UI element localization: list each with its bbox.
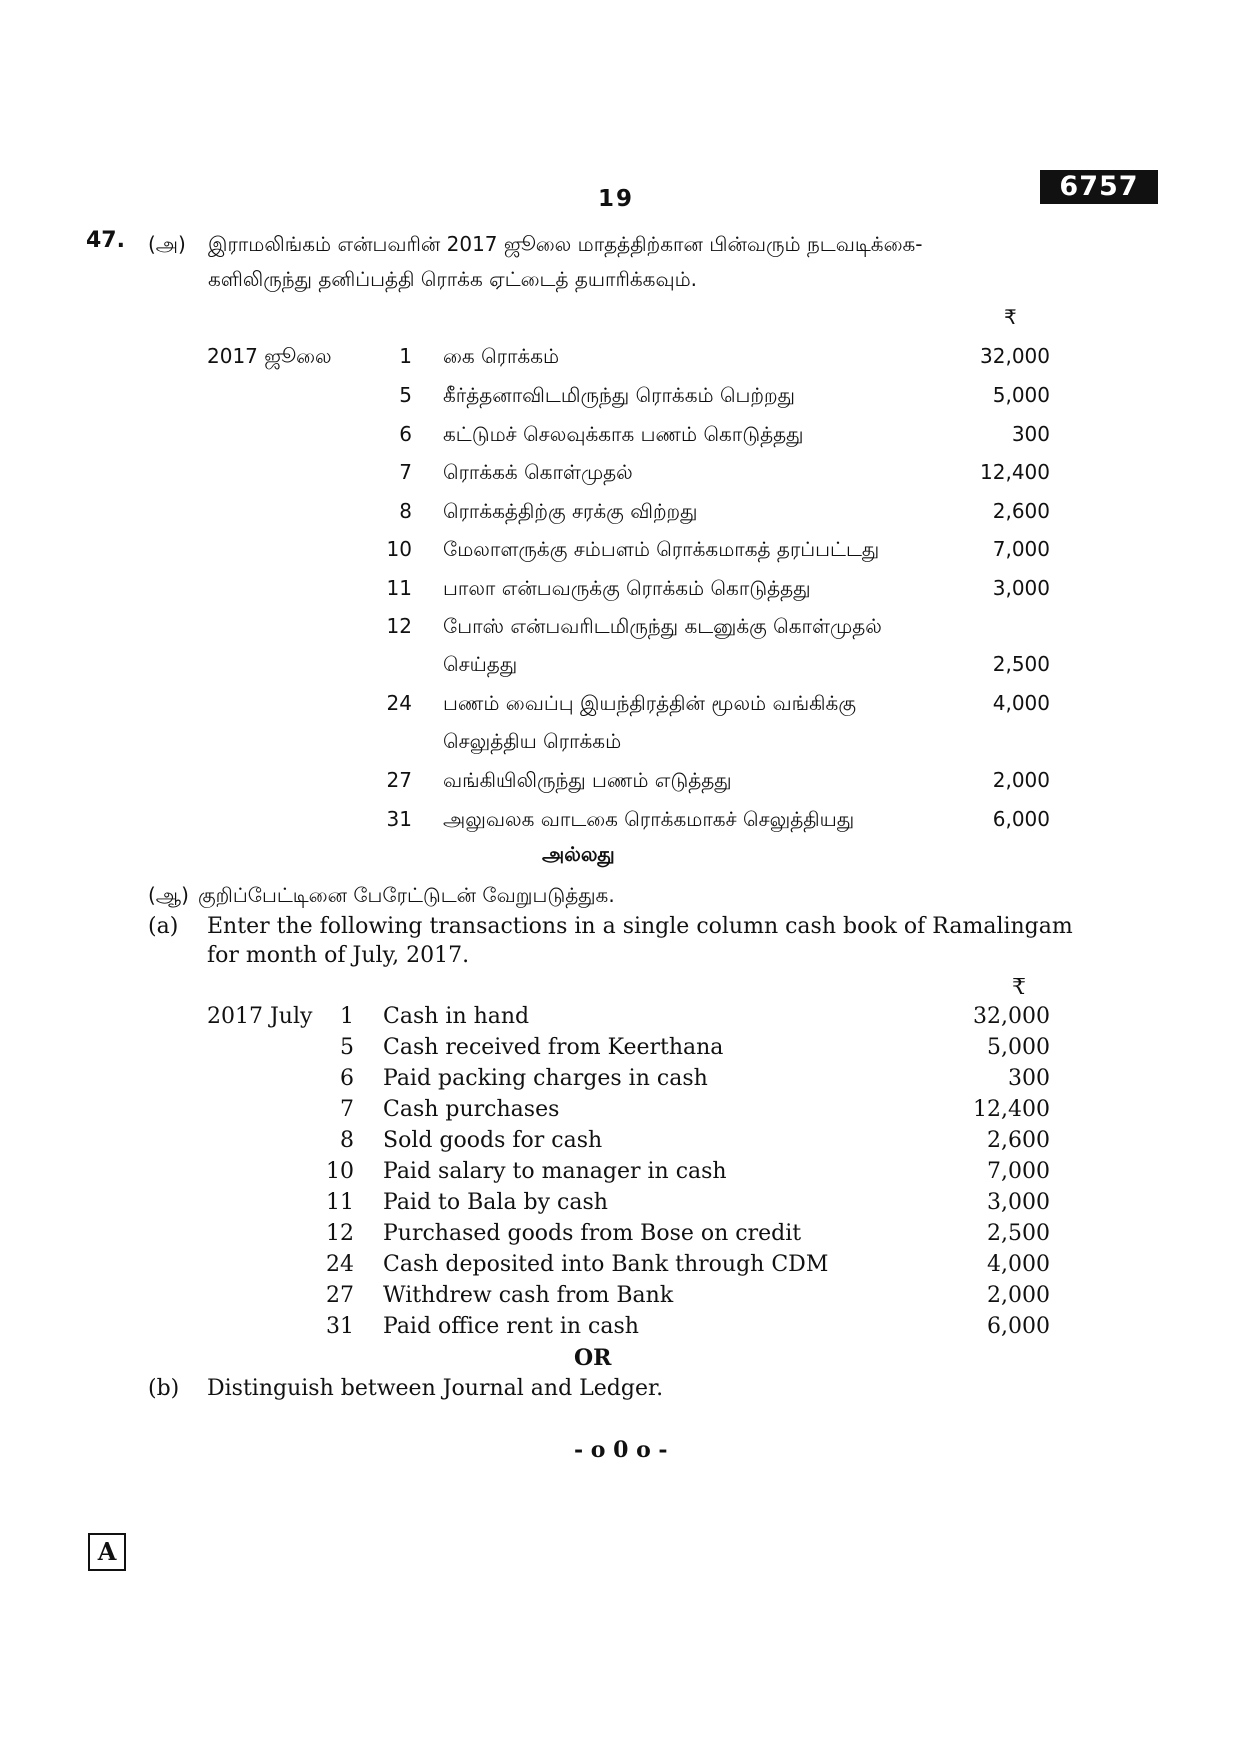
tamil-b-label: (ஆ)	[148, 883, 189, 907]
english-row-amount: 2,000	[987, 1283, 1050, 1308]
tamil-row-amount: 5,000	[992, 383, 1050, 407]
english-row-amount: 4,000	[987, 1252, 1050, 1277]
english-row-day: 12	[326, 1221, 354, 1246]
tamil-row-day: 12	[386, 614, 412, 638]
english-row-amount: 5,000	[987, 1035, 1050, 1060]
tamil-row-description: ரொக்கத்திற்கு சரக்கு விற்றது	[443, 499, 698, 523]
english-month-label: 2017 July	[207, 1004, 313, 1029]
english-row-description: Paid salary to manager in cash	[383, 1159, 727, 1184]
english-row-amount: 32,000	[973, 1004, 1050, 1029]
english-row-day: 10	[326, 1159, 354, 1184]
tamil-row-description: அலுவலக வாடகை ரொக்கமாகச் செலுத்தியது	[443, 807, 855, 831]
english-row-description: Paid office rent in cash	[383, 1314, 639, 1339]
tamil-row-amount: 12,400	[980, 460, 1050, 484]
tamil-row-description: மேலாளருக்கு சம்பளம் ரொக்கமாகத் தரப்பட்டது	[443, 537, 880, 561]
tamil-row-day: 24	[386, 691, 412, 715]
tamil-row-day: 31	[386, 807, 412, 831]
tamil-currency-symbol: ₹	[1004, 305, 1017, 329]
english-row-amount: 3,000	[987, 1190, 1050, 1215]
english-or-label: OR	[574, 1345, 612, 1371]
english-row-amount: 300	[1008, 1066, 1050, 1091]
tamil-a-intro-line1: இராமலிங்கம் என்பவரின் 2017 ஜூலை மாதத்திற்கான பின்வரும் நடவடிக்கை-	[208, 232, 923, 256]
tamil-row-day: 7	[399, 460, 412, 484]
english-row-day: 7	[340, 1097, 354, 1122]
english-row-description: Cash purchases	[383, 1097, 560, 1122]
tamil-row-amount: 3,000	[992, 576, 1050, 600]
english-row-day: 31	[326, 1314, 354, 1339]
english-b-text: Distinguish between Journal and Ledger.	[207, 1376, 664, 1401]
page-number: 19	[598, 186, 635, 212]
english-row-description: Cash received from Keerthana	[383, 1035, 724, 1060]
tamil-row-description: கீர்த்தனாவிடமிருந்து ரொக்கம் பெற்றது	[443, 383, 795, 407]
paper-code-badge: 6757	[1040, 170, 1158, 204]
english-row-amount: 7,000	[987, 1159, 1050, 1184]
tamil-row-amount: 6,000	[992, 807, 1050, 831]
tamil-row-day: 8	[399, 499, 412, 523]
tamil-row-description: கை ரொக்கம்	[443, 344, 560, 368]
english-row-day: 1	[340, 1004, 354, 1029]
tamil-row-amount: 300	[1011, 422, 1050, 446]
tamil-row-day: 1	[399, 344, 412, 368]
english-row-day: 8	[340, 1128, 354, 1153]
english-a-intro-line1: Enter the following transactions in a single column cash book of Ramalingam	[207, 914, 1073, 939]
tamil-a-label: (அ)	[148, 232, 186, 256]
english-row-day: 27	[326, 1283, 354, 1308]
tamil-row-description: வங்கியிலிருந்து பணம் எடுத்தது	[443, 768, 732, 792]
english-b-label: (b)	[148, 1376, 180, 1401]
english-row-amount: 2,500	[987, 1221, 1050, 1246]
tamil-row-description: கட்டுமச் செலவுக்காக பணம் கொடுத்தது	[443, 422, 804, 446]
tamil-row-amount: 2,000	[992, 768, 1050, 792]
english-row-description: Cash in hand	[383, 1004, 530, 1029]
tamil-row-description: ரொக்கக் கொள்முதல்	[443, 460, 633, 484]
english-row-description: Purchased goods from Bose on credit	[383, 1221, 802, 1246]
tamil-row-description-cont: செய்தது	[443, 652, 518, 676]
english-row-day: 5	[340, 1035, 354, 1060]
tamil-row-amount: 4,000	[992, 691, 1050, 715]
tamil-row-description-cont: செலுத்திய ரொக்கம்	[443, 729, 622, 753]
english-row-description: Sold goods for cash	[383, 1128, 603, 1153]
tamil-or-label: அல்லது	[542, 842, 615, 866]
tamil-a-intro-line2: களிலிருந்து தனிப்பத்தி ரொக்க ஏட்டைத் தயாரிக்கவும்.	[208, 267, 698, 291]
english-row-description: Cash deposited into Bank through CDM	[383, 1252, 829, 1277]
tamil-row-day: 10	[386, 537, 412, 561]
tamil-row-day: 27	[386, 768, 412, 792]
end-of-paper-mark: - o 0 o -	[574, 1437, 668, 1463]
english-currency-symbol: ₹	[1012, 975, 1026, 1000]
english-row-day: 11	[326, 1190, 354, 1215]
version-box: A	[88, 1533, 126, 1571]
tamil-month-label: 2017 ஜூலை	[207, 344, 332, 368]
english-row-description: Paid packing charges in cash	[383, 1066, 708, 1091]
tamil-row-amount: 2,600	[992, 499, 1050, 523]
english-a-intro-line2: for month of July, 2017.	[207, 943, 470, 968]
english-row-amount: 2,600	[987, 1128, 1050, 1153]
question-number: 47.	[86, 228, 125, 253]
tamil-row-amount: 32,000	[980, 344, 1050, 368]
tamil-row-description: பாலா என்பவருக்கு ரொக்கம் கொடுத்தது	[443, 576, 811, 600]
english-row-day: 24	[326, 1252, 354, 1277]
tamil-row-day: 6	[399, 422, 412, 446]
tamil-b-text: குறிப்பேட்டினை பேரேட்டுடன் வேறுபடுத்துக.	[198, 883, 615, 907]
english-row-amount: 6,000	[987, 1314, 1050, 1339]
tamil-row-description: பணம் வைப்பு இயந்திரத்தின் மூலம் வங்கிக்கு	[443, 691, 856, 715]
tamil-row-day: 11	[386, 576, 412, 600]
tamil-row-amount: 2,500	[992, 652, 1050, 676]
english-row-description: Paid to Bala by cash	[383, 1190, 608, 1215]
tamil-row-day: 5	[399, 383, 412, 407]
tamil-row-amount: 7,000	[992, 537, 1050, 561]
tamil-row-description: போஸ் என்பவரிடமிருந்து கடனுக்கு கொள்முதல்	[443, 614, 882, 638]
english-row-description: Withdrew cash from Bank	[383, 1283, 674, 1308]
english-a-label: (a)	[148, 914, 179, 939]
english-row-day: 6	[340, 1066, 354, 1091]
english-row-amount: 12,400	[973, 1097, 1050, 1122]
